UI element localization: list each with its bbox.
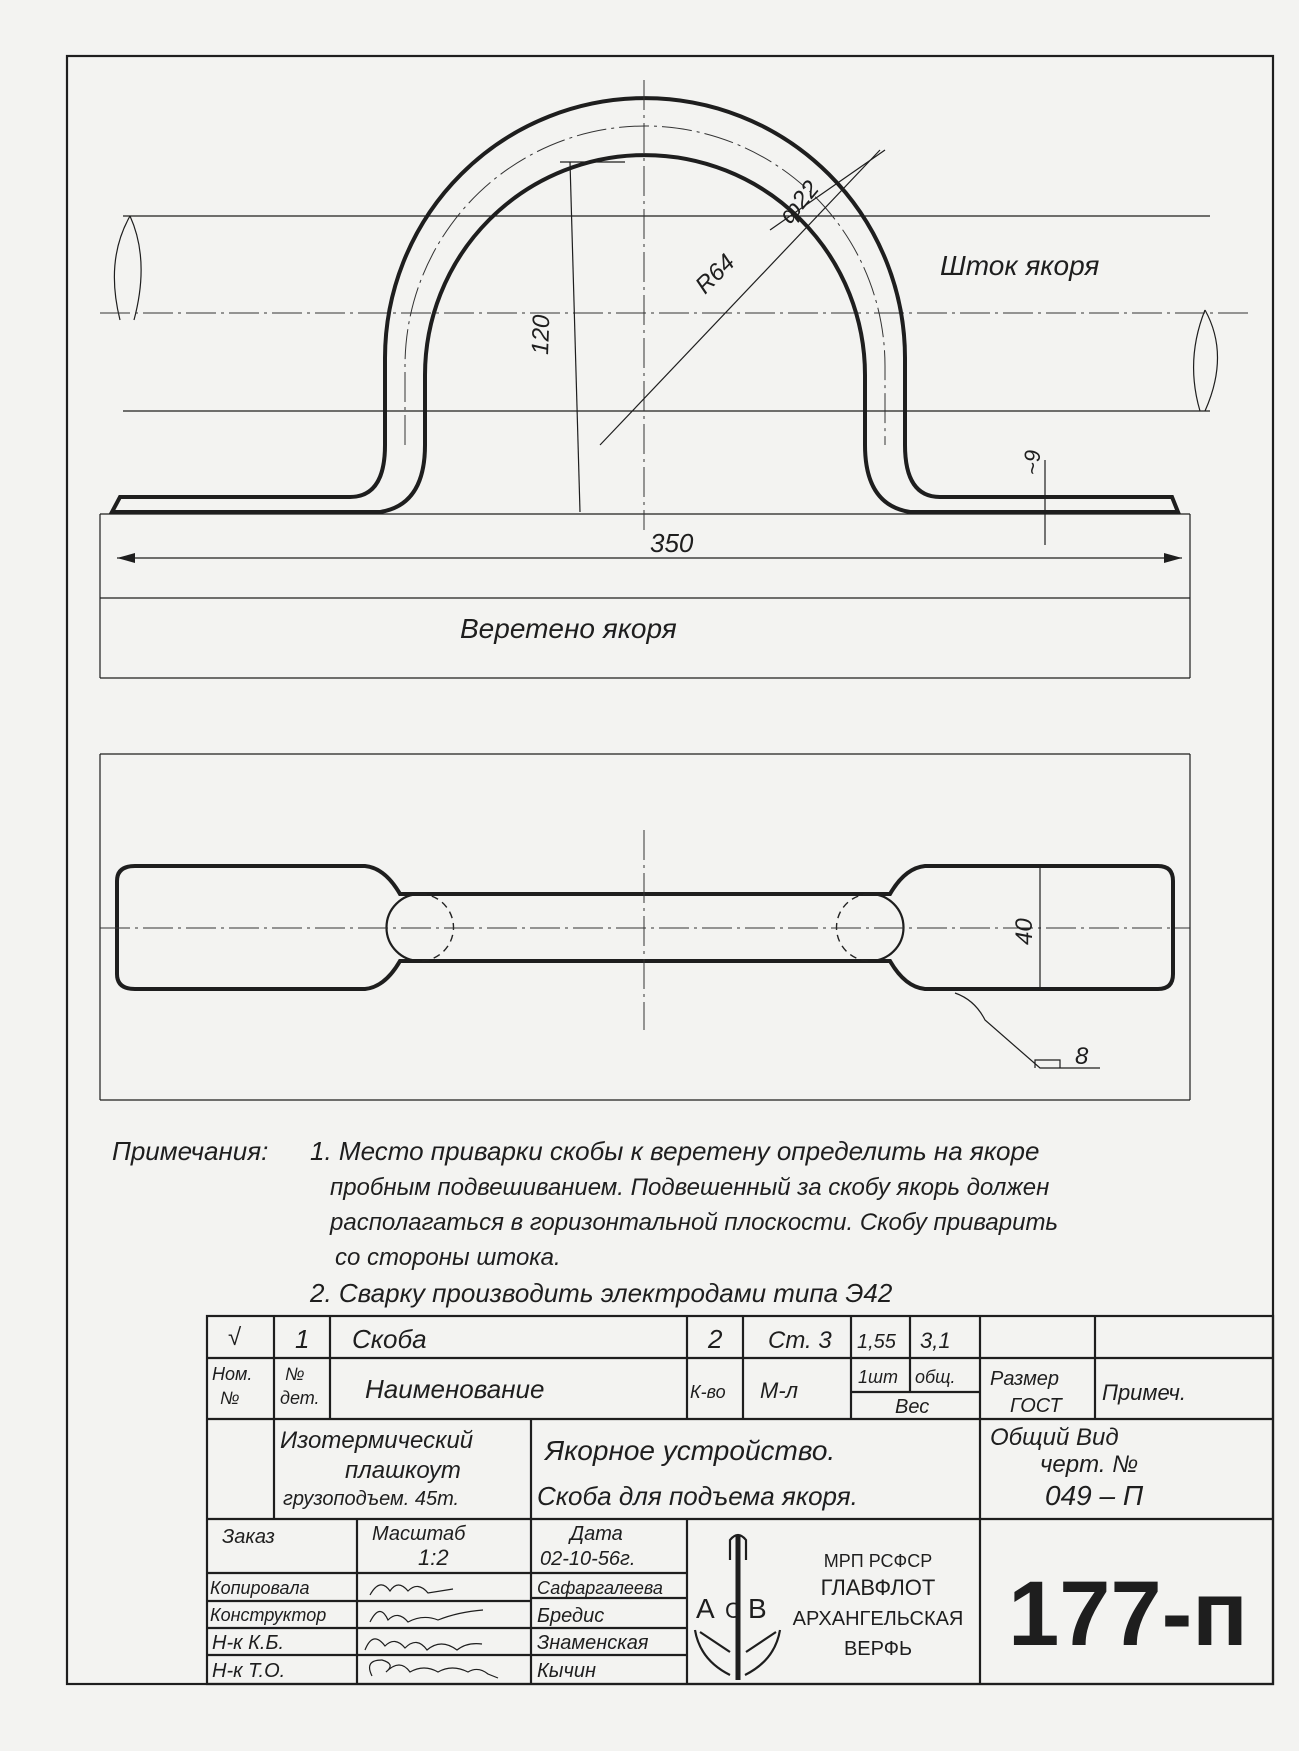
- notes-heading: Примечания:: [112, 1136, 269, 1166]
- order-label: Заказ: [222, 1526, 275, 1548]
- org-shipyard-city: АРХАНГЕЛЬСКАЯ: [792, 1608, 964, 1630]
- scale-label: Масштаб: [372, 1523, 466, 1545]
- org-ministry: МРП РСФСР: [823, 1551, 933, 1571]
- drawing-number: 049 – П: [1045, 1480, 1144, 1511]
- date-value: 02-10-56г.: [540, 1548, 636, 1570]
- vessel-type: плашкоут: [345, 1457, 461, 1484]
- person-name: Знаменская: [537, 1632, 649, 1654]
- diameter-dimension: ф22: [773, 175, 825, 229]
- sheet-number: 177-п: [1008, 1563, 1248, 1665]
- org-glavflot: ГЛАВФЛОТ: [820, 1575, 936, 1600]
- header-note: Примеч.: [1102, 1380, 1186, 1405]
- svg-text:В: В: [748, 1593, 767, 1624]
- spec-weight-one: 1,55: [857, 1331, 896, 1353]
- height-dimension: 120: [527, 314, 556, 356]
- header-size: Размер: [990, 1368, 1060, 1390]
- header-det: дет.: [280, 1388, 320, 1408]
- header-gost: ГОСТ: [1010, 1395, 1062, 1417]
- note-line: со стороны штока.: [335, 1244, 561, 1271]
- header-nom: Ном.: [212, 1364, 253, 1384]
- header-nom-no: №: [220, 1388, 240, 1408]
- person-name: Бредис: [537, 1605, 605, 1627]
- general-view-label: Общий Вид: [990, 1424, 1119, 1451]
- note-line: 2. Сварку производить электродами типа Э42: [310, 1278, 893, 1308]
- drawing-title: Якорное устройство.: [545, 1435, 836, 1466]
- vessel-name: Изотермический: [280, 1427, 474, 1454]
- scale-value: 1:2: [418, 1545, 449, 1570]
- spec-material: Ст. 3: [768, 1327, 832, 1354]
- header-material: М-л: [760, 1378, 799, 1403]
- role-label: Конструктор: [210, 1605, 327, 1625]
- note-line: пробным подвешиванием. Подвешенный за скобу якорь должен: [330, 1174, 1050, 1201]
- spec-name: Скоба: [352, 1324, 427, 1354]
- role-label: Н-к К.Б.: [212, 1632, 285, 1654]
- svg-text:С: С: [725, 1598, 741, 1623]
- spec-number: 1: [295, 1324, 310, 1354]
- person-name: Сафаргалеева: [537, 1578, 663, 1598]
- date-label: Дата: [570, 1523, 623, 1545]
- length-dimension: 350: [650, 528, 694, 558]
- header-total: общ.: [915, 1367, 956, 1387]
- role-label: Н-к Т.О.: [212, 1660, 286, 1682]
- note-line: располагаться в горизонтальной плоскости. Скобу приварить: [330, 1209, 1059, 1236]
- role-label: Копировала: [210, 1578, 310, 1598]
- header-name: Наименование: [365, 1374, 545, 1404]
- note-line: 1. Место приварки скобы к веретену определить на якоре: [310, 1136, 1040, 1166]
- weld-size: 8: [1075, 1043, 1089, 1070]
- header-det-no: №: [285, 1364, 305, 1384]
- rod-label: Шток якоря: [940, 250, 1100, 281]
- radius-dimension: R64: [690, 249, 741, 300]
- org-shipyard: ВЕРФЬ: [843, 1638, 913, 1660]
- spindle-label: Веретено якоря: [460, 613, 677, 644]
- spec-quantity: 2: [708, 1324, 723, 1354]
- drawing-number-label: черт. №: [1040, 1451, 1139, 1478]
- drawing-subtitle: Скоба для подъема якоря.: [537, 1481, 858, 1511]
- spec-weight-total: 3,1: [920, 1328, 951, 1353]
- header-one-piece: 1шт: [858, 1367, 898, 1387]
- check-mark: √: [228, 1324, 242, 1351]
- header-weight: Вес: [895, 1396, 930, 1418]
- width-dimension: 40: [1011, 918, 1038, 945]
- vessel-capacity: грузоподъем. 45т.: [283, 1488, 460, 1510]
- offset-dimension: ~9: [1020, 449, 1045, 475]
- svg-text:А: А: [696, 1593, 715, 1624]
- header-quantity: К-во: [690, 1382, 726, 1402]
- person-name: Кычин: [537, 1660, 596, 1682]
